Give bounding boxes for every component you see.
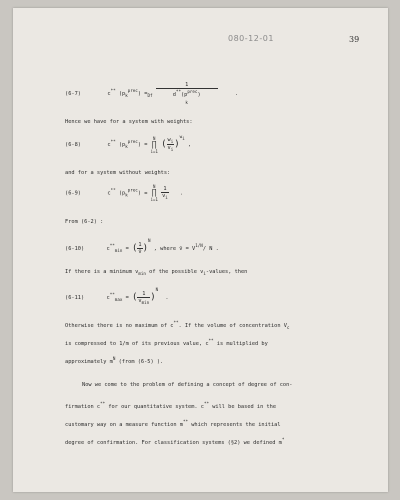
handwritten-id: 080-12-01 <box>228 34 274 43</box>
equation-label: (6-9) <box>65 190 81 197</box>
text-line: Hence we have for a system with weights: <box>65 119 193 125</box>
text-line: From (6-2) : <box>65 219 104 225</box>
product-operator: N ∏ i=1 <box>150 184 158 202</box>
equation-6-7: (6-7) c** $(p_k^{prec}) =_{Df}$ 1 $d^{**}(p^{prec})$ $_k$ . <box>65 82 239 105</box>
paragraph-line: customary way on a measure function m** which represents the initial <box>65 419 281 428</box>
paragraph-line: Otherwise there is no maximum of c**. If the volume of concentration $V_c$ <box>65 320 290 330</box>
equation-6-10: (6-10) $c^{**}_{min}$ = ( $\frac{1}{v̄}$ )$^N$ , where v̄ = $V^{1/N}/$ N . <box>65 238 219 255</box>
equation-label: (6-10) <box>65 246 85 252</box>
product-operator: N ∏ i=1 <box>150 135 158 154</box>
paragraph-line: approximately $m^N$ (from (6-5) ). <box>65 356 164 365</box>
document-page <box>13 8 388 492</box>
paragraph-line: Now we come to the problem of defining a concept of degree of con- <box>82 382 293 388</box>
equation-6-9: (6-9) c** $(p_k^{prec}) = N$ ∏ i=1 $\frac{1}{v_i}$ . <box>65 184 184 202</box>
fraction: $\frac{1}{v̄}$ <box>138 242 142 255</box>
fraction: $\frac{1}{v_{min}}$ <box>138 290 150 305</box>
equation-label: (6-8) <box>65 142 81 148</box>
fraction: $\frac{w_i}{v_i}$ <box>167 137 174 152</box>
equation-6-8: (6-8) c** $(p_k^{prec}) = N$ ∏ i=1 ( $\frac{w_i}{v_i}$ )$^{wi}$ , <box>65 134 192 154</box>
equation-label: (6-7) <box>65 91 81 97</box>
page-number: 39 <box>349 35 360 44</box>
text-line: If there is a minimum $v_{min}$ of the possible $v_i$-values, then <box>65 269 248 276</box>
equation-6-11: (6-11) $c^{**}_{max}$ = ( $\frac{1}{v_{min}}$ )$^N$ . <box>65 287 169 305</box>
fraction: 1 $d^{**}(p^{prec})$ $_k$ <box>156 82 218 105</box>
text-line: and for a system without weights: <box>65 170 171 176</box>
fraction: $\frac{1}{v_i}$ <box>162 186 168 200</box>
equation-label: (6-11) <box>65 295 85 301</box>
paragraph-line: firmation c** for our quantitative system. c** will be based in the <box>65 401 277 410</box>
paragraph-line: is compressed to 1/m of its previous value, c** is multiplied by <box>65 338 268 347</box>
paragraph-line: degree of confirmation. For classification systems (§2) we defined m* <box>65 437 285 446</box>
